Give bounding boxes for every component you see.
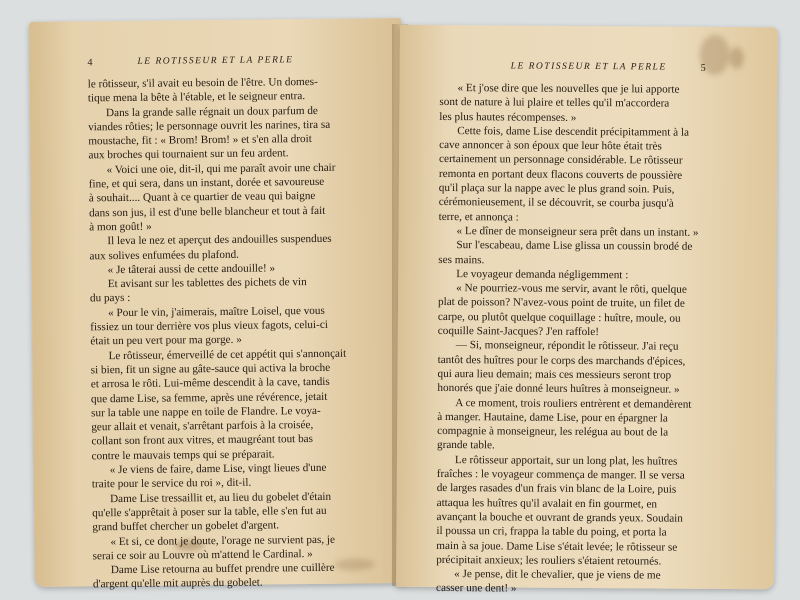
- text-line: serai ce soir au Louvre où m'attend le Cardinal. »: [92, 547, 313, 563]
- text-line: Il leva le nez et aperçut des andouilles suspendues: [107, 233, 332, 248]
- text-line: — Si, monseigneur, répondit le rôtisseur. J'ai reçu: [455, 339, 679, 353]
- text-line: tantôt des huîtres pour le corps des marchands d'épices,: [437, 353, 686, 368]
- text-line: collant son front aux vitres, et maugréant tout bas: [91, 433, 314, 448]
- text-line: traite pour le service du roi », dit-il.: [91, 476, 252, 491]
- text-line: aux solives enfumées du plafond.: [89, 248, 240, 262]
- text-line: casser une dent! »: [435, 582, 517, 595]
- text-line: grand buffet chercher un gobelet d'argent.: [92, 519, 280, 534]
- text-line: qu'il plaça sur la nappe avec le plus grand soin. Puis,: [438, 182, 675, 196]
- text-line: « Voici une oie, dit-il, qui me paraît avoir une chair: [106, 161, 336, 176]
- text-line: « Pour le vin, j'aimerais, maître Loisel, que vous: [108, 304, 325, 319]
- text-line: fraîches : le voyageur commença de manger. Il se versa: [436, 467, 685, 482]
- text-line: il poussa un cri, frappa la table du poing, et porta la: [436, 525, 667, 539]
- text-line: fine, et qui sera, dans un instant, dorée et savoureuse: [88, 175, 325, 191]
- text-line: sur la table une nappe en toile de Flandre. Le voya-: [91, 404, 321, 420]
- text-line: qui aura lieu demain; mais ces messieurs seront trop: [437, 367, 672, 382]
- text-line: sont de nature à lui plaire et telles qu'il m'accordera: [439, 96, 670, 110]
- text-line: ses mains.: [438, 253, 485, 266]
- text-line: Dans la grande salle régnait un doux parfum de: [105, 104, 318, 119]
- text-line: geur allait et venait, s'arrêtant parfois à la croisée,: [91, 419, 314, 434]
- text-line: cérémonieusement, il se découvrit, se courba jusqu'à: [438, 196, 674, 210]
- text-line: Dame Lise retourna au buffet prendre une cuillère: [110, 561, 335, 577]
- left-page: [29, 18, 407, 591]
- text-line: que dame Lise, sa femme, après une révérence, jetait: [90, 390, 328, 405]
- text-line: honorés que j'aie donné leurs huîtres à monseigneur. »: [437, 382, 680, 396]
- running-header-left: LE ROTISSEUR ET LA PERLE: [137, 55, 294, 67]
- text-line: si bien, fit un signe au gâte-sauce qui activa la broche: [90, 361, 331, 377]
- text-line: à manger. Hautaine, dame Lise, pour en épargner la: [437, 410, 668, 425]
- text-line: « Ne pourriez-vous me servir, avant le rôti, quelque: [456, 282, 687, 296]
- text-line: « Je tâterai aussi de cette andouille! »: [107, 262, 276, 277]
- text-line: viandes rôties; le personnage ouvrit les narines, tira sa: [88, 118, 331, 134]
- text-line: le rôtisseur, s'il avait eu besoin de l'être. Un domes-: [87, 75, 318, 91]
- text-line: d'argent qu'elle mit auprès du gobelet.: [92, 576, 263, 591]
- text-line: du pays :: [89, 292, 131, 305]
- text-line: de larges rasades d'un frais vin blanc de la Loire, puis: [436, 482, 677, 496]
- text-line: Le rôtisseur apportait, sur un long plat, les huîtres: [454, 453, 678, 468]
- text-line: attaqua les huîtres qu'il avalait en fin gourmet, en: [436, 496, 658, 511]
- text-line: Le rôtisseur, émerveillé de cet appétit qui s'annonçait: [108, 347, 347, 362]
- text-line: moustache, fit : « Brom! Brom! » et s'en alla droit: [88, 133, 312, 148]
- text-line: Et avisant sur les tablettes des pichets de vin: [107, 276, 307, 291]
- text-line: et arrosa le rôti. Lui-même descendit à la cave, tandis: [90, 376, 330, 391]
- text-line: terre, et annonça :: [438, 210, 519, 224]
- text-line: fissiez un tour derrière vos plus vieux fagots, celui-ci: [90, 318, 328, 334]
- text-line: « Et si, ce dont je doute, l'orage ne survient pas, je: [110, 533, 336, 548]
- right-page-text: [436, 81, 758, 598]
- page-number-left: 4: [87, 57, 93, 69]
- text-line: « Et j'ose dire que les nouvelles que je lui apporte: [457, 82, 680, 96]
- text-line: Sur l'escabeau, dame Lise glissa un coussin brodé de: [456, 239, 693, 253]
- text-line: les plus hautes récompenses. »: [439, 110, 577, 124]
- text-line: compagnie à monseigneur, les relégua au bout de la: [437, 425, 669, 439]
- right-page: [396, 25, 778, 595]
- text-line: carpe, ou plutôt quelque coquillage : huître, moule, ou: [437, 310, 681, 325]
- text-line: Dame Lise tressaillit et, au lieu du gobelet d'étain: [109, 490, 332, 505]
- text-line: dans son jus, il est d'une belle blancheur et tout à fait: [88, 204, 326, 220]
- text-line: contre le mauvais temps qui se préparait.: [91, 448, 275, 463]
- text-line: avançant la bouche et ouvrant de grands yeux. Soudain: [436, 510, 683, 525]
- text-line: à mon goût! »: [89, 220, 152, 234]
- running-header-right: LE ROTISSEUR ET LA PERLE: [510, 61, 667, 73]
- page-number-right: 5: [700, 62, 706, 74]
- text-line: qu'elle s'apprêtait à poser sur la table, elle s'en fut au: [92, 504, 327, 520]
- text-line: plat de poisson? N'avez-vous point de truite, un filet de: [437, 296, 685, 311]
- text-line: tique mena la bête à l'étable, et le seigneur entra.: [87, 90, 306, 105]
- text-line: aux broches qui tournaient sur un feu ardent.: [88, 147, 289, 162]
- text-line: certainement un personnage considérable. Le rôtisseur: [438, 153, 683, 168]
- text-line: Le voyageur demanda négligemment :: [456, 267, 629, 282]
- text-line: coquille Saint-Jacques? J'en raffole!: [437, 325, 600, 339]
- text-line: « Je pense, dit le chevalier, que je viens de me: [454, 568, 661, 582]
- text-line: « Je viens de faire, dame Lise, vingt lieues d'une: [109, 461, 327, 477]
- text-line: grande table.: [436, 439, 495, 452]
- text-line: précipitait anxieux; les rouliers s'étaient retournés.: [436, 553, 662, 568]
- text-line: Cette fois, dame Lise descendit précipitamment à la: [457, 124, 690, 139]
- text-line: « Le dîner de monseigneur sera prêt dans un instant. »: [456, 225, 699, 239]
- text-line: A ce moment, trois rouliers entrèrent et demandèrent: [455, 396, 692, 411]
- text-line: main à sa joue. Dame Lise s'était levée; le rôtisseur se: [436, 539, 678, 554]
- text-line: remonta en portant deux flacons couverts de poussière: [438, 167, 683, 182]
- left-page-text: [88, 74, 409, 592]
- text-line: était un peu vert pour ma gorge. »: [90, 334, 242, 348]
- text-line: à souhait.... Quant à ce quartier de veau qui baigne: [88, 190, 316, 205]
- text-line: cave annoncer à son époux que leur hôte était très: [439, 139, 662, 153]
